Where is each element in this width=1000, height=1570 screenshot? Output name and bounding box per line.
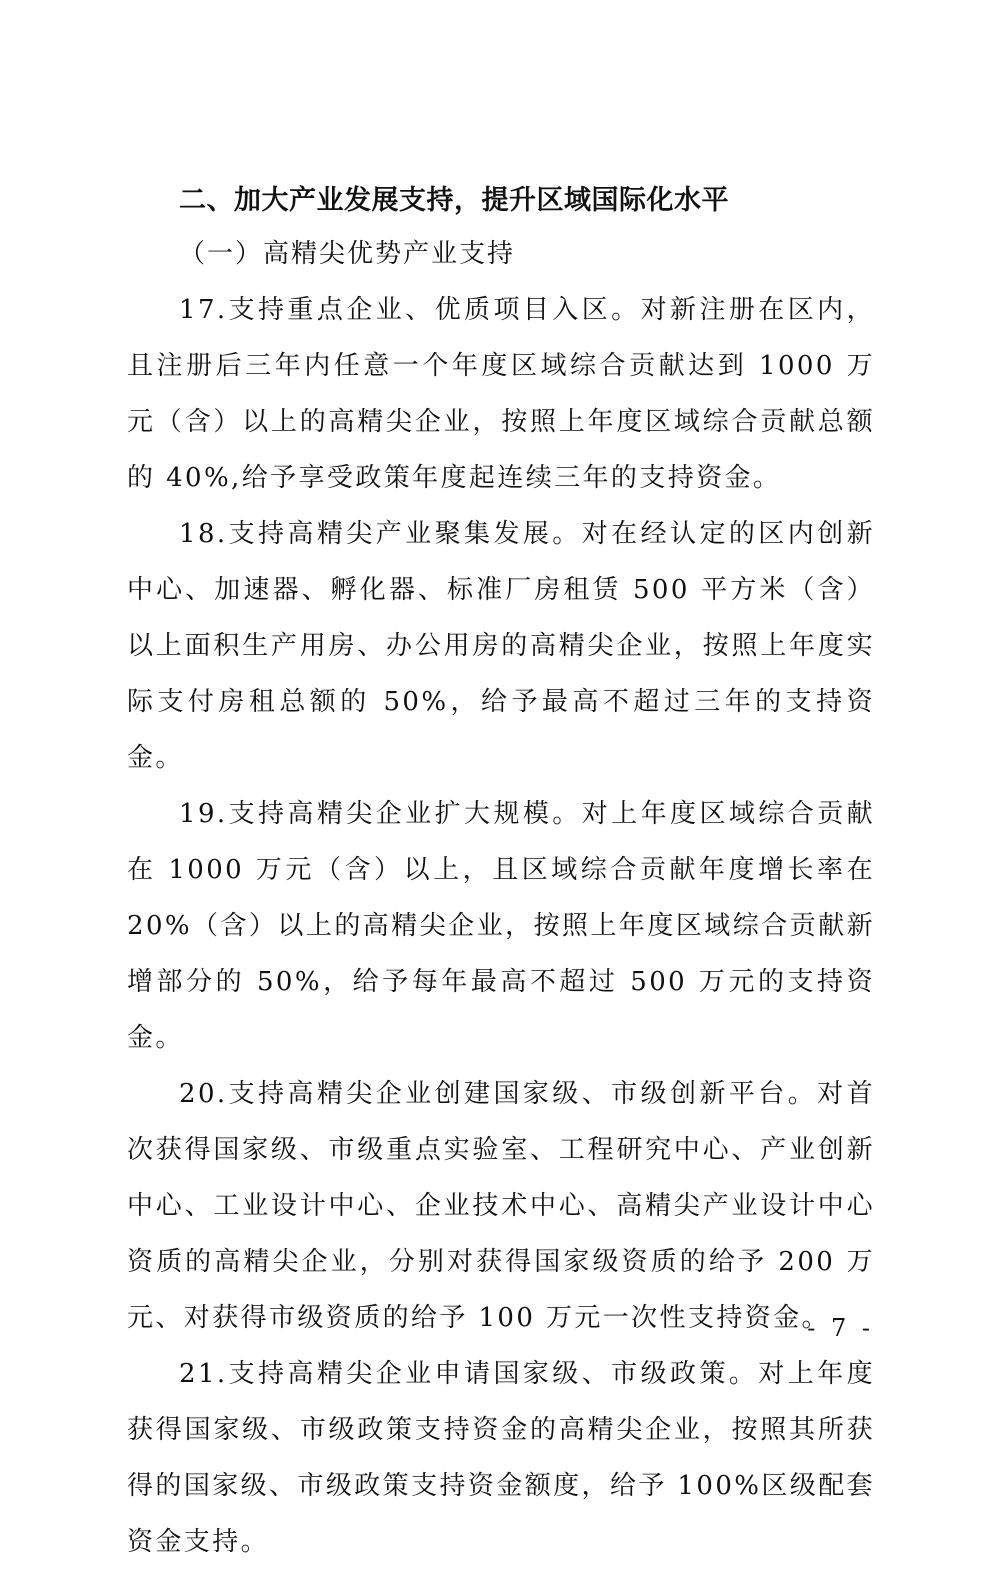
paragraph-17: 17.支持重点企业、优质项目入区。对新注册在区内，且注册后三年内任意一个年度区域综合贡献达到 1000 万元（含）以上的高精尖企业，按照上年度区域综合贡献总额的 40%,给予享受政策年度起连续三年的支持资金。: [127, 295, 875, 493]
section-heading: 二、加大产业发展支持，提升区域国际化水平: [179, 185, 729, 216]
subsection-heading: （一）高精尖优势产业支持: [179, 239, 516, 269]
paragraph-21: 21.支持高精尖企业申请国家级、市级政策。对上年度获得国家级、市级政策支持资金的高精尖企业，按照其所获得的国家级、市级政策支持资金额度，给予 100%区级配套资金支持。: [127, 1359, 875, 1557]
paragraph-18: 18.支持高精尖产业聚集发展。对在经认定的区内创新中心、加速器、孵化器、标准厂房租赁 500 平方米（含）以上面积生产用房、办公用房的高精尖企业，按照上年度实际支付房租总额的 50%，给予最高不超过三年的支持资金。: [127, 519, 875, 773]
document-body: [127, 176, 875, 1570]
page-number: - 7 -: [807, 1314, 874, 1342]
paragraph-19: 19.支持高精尖企业扩大规模。对上年度区域综合贡献在 1000 万元（含）以上，且区域综合贡献年度增长率在 20%（含）以上的高精尖企业，按照上年度区域综合贡献新增部分的 50%，给予每年最高不超过 500 万元的支持资金。: [127, 799, 875, 1053]
paragraph-20: 20.支持高精尖企业创建国家级、市级创新平台。对首次获得国家级、市级重点实验室、工程研究中心、产业创新中心、工业设计中心、企业技术中心、高精尖产业设计中心资质的高精尖企业，分别对获得国家级资质的给予 200 万元、对获得市级资质的给予 100 万元一次性支持资金。: [127, 1079, 875, 1333]
